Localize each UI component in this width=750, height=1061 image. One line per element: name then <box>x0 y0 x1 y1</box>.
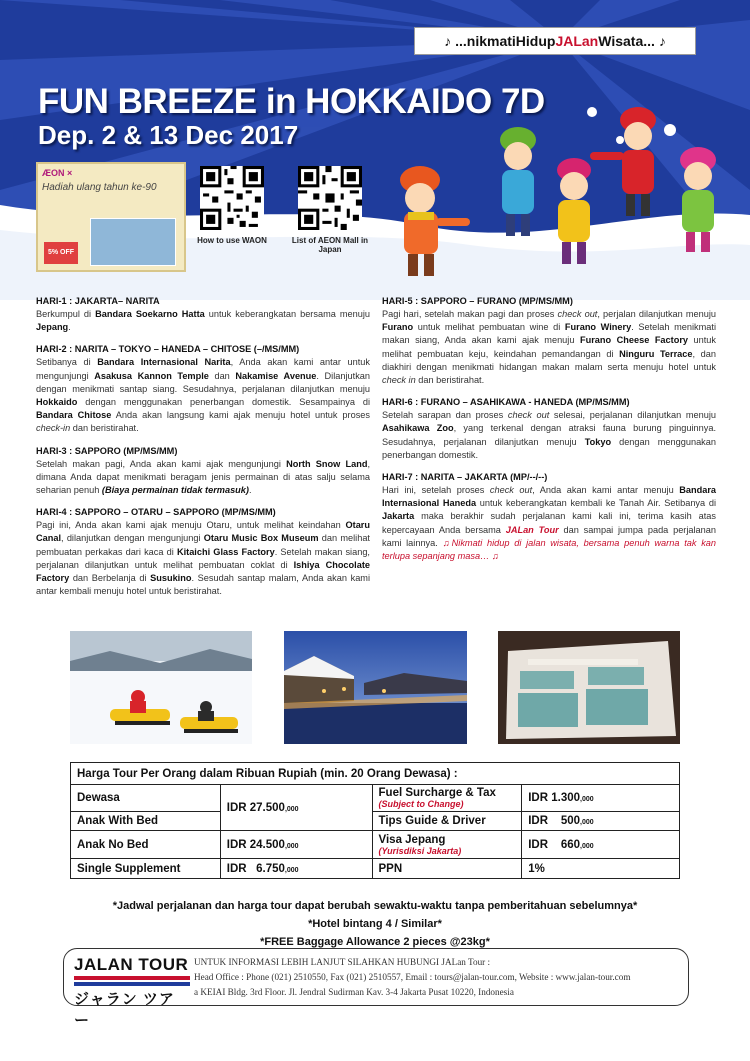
rich-text-segment: Bandara Internasional Narita <box>97 357 231 368</box>
itinerary-day <box>36 445 370 498</box>
rich-text-segment: Bandara Chitose <box>36 410 112 421</box>
rich-text-segment: Kitaichi Glass Factory <box>176 546 275 557</box>
coupon-brand: ÆON × <box>42 168 73 178</box>
rich-text-segment: Tokyo <box>584 436 612 447</box>
day-body: Setibanya di Bandara Internasional Narita, Anda akan kami antar untuk mengunjungi Asakusa Kannon Temple dan Nakamise Avenue. Dilanjutkan dengan menikmati santap siang. Sesudahnya, perjalanan dilanjutkan menuju Hokkaido dengan menggunakan penerbangan domestik. Sesampainya di Bandara Chitose Anda akan langsung kami ajak menuju hotel untuk proses check-in dan beristirahat. <box>36 357 371 434</box>
logo-text-en: JALAN TOUR <box>74 955 189 974</box>
itinerary-left-column <box>36 295 370 607</box>
price-notes <box>70 897 680 951</box>
day-title: HARI-4 : SAPPORO – OTARU – SAPPORO (MP/MS/MM) <box>36 507 276 518</box>
header-banner <box>0 0 750 300</box>
coupon-headline: Hadiah ulang tahun ke-90 <box>42 182 157 193</box>
extra-cost-label: Fuel Surcharge & Tax (Subject to Change) <box>372 785 522 812</box>
rich-text-segment: Jakarta <box>382 511 415 522</box>
rich-text-segment: Ninguru Terrace <box>619 348 693 359</box>
rich-text-segment: Ishiya Chocolate Factory <box>36 559 370 584</box>
day-body: Setelah makan pagi, Anda akan kami ajak mengunjungi North Snow Land, dimana Anda dapat menikmati beragam jenis permainan di atas salju selama seharian penuh (Biaya permainan tidak termasuk). <box>36 458 370 496</box>
kids-illustration <box>370 100 750 300</box>
itinerary-day <box>382 471 716 563</box>
rich-text-segment: Bandara Soekarno Hatta <box>95 309 205 319</box>
day-title: HARI-5 : SAPPORO – FURANO (MP/MS/MM) <box>382 296 573 306</box>
logo-red-bar <box>74 976 190 980</box>
price-row-label: Anak With Bed <box>71 812 221 831</box>
itinerary-day <box>382 295 716 387</box>
rich-text-segment: Furano <box>382 322 414 333</box>
contact-line: a KEIAI Bldg. 3rd Floor. Jl. Jendral Sudirman Kav. 3-4 Jakarta Pusat 10220, Indonesia <box>194 987 514 997</box>
extra-cost-label: PPN <box>372 859 522 879</box>
qr-code-aeon-mall[interactable] <box>298 166 362 230</box>
rich-text-segment: Susukino <box>150 573 192 584</box>
tagline-prefix: ...nikmatiHidup <box>455 33 556 49</box>
rich-text-segment: Furano Cheese Factory <box>579 335 689 346</box>
contact-line: UNTUK INFORMASI LEBIH LANJUT SILAHKAN HUBUNGI JALan Tour : <box>194 957 491 967</box>
itinerary-day <box>36 295 370 334</box>
price-table <box>70 762 680 879</box>
note-line: *Jadwal perjalanan dan harga tour dapat berubah sewaktu-waktu tanpa pemberitahuan sebelumnya* <box>112 900 638 912</box>
rich-text-segment: check out <box>507 410 550 421</box>
day-title: HARI-2 : NARITA – TOKYO – HANEDA – CHITOSE (–/MS/MM) <box>36 344 300 355</box>
rich-text-segment: check out <box>557 309 598 319</box>
rich-text-segment: check-in <box>36 423 71 434</box>
logo-text-jp: ジャラン ツアー <box>74 991 175 1029</box>
photo-otaru-canal <box>284 631 467 744</box>
rich-text-segment: Nakamise Avenue <box>235 370 317 381</box>
price-row-label: Dewasa <box>71 785 221 812</box>
coupon-picture <box>90 218 176 266</box>
rich-text-segment: Otaru Music Box Museum <box>203 533 319 544</box>
day-title: HARI-3 : SAPPORO (MP/MS/MM) <box>36 445 178 456</box>
day-body: Hari ini, setelah proses check out, Anda akan kami antar menuju Bandara Internasional Haneda untuk keberangkatan kembali ke Tanah Air. Setibanya di Jakarta maka berakhir sudah perjalanan kami kali ini, terima kasih atas kepercayaan Anda bersama JALan Tour dan sampai jumpa pada perjalanan kami lainnya. ♫Nikmati hidup di jalan wisata, bersama penuh warna tak kan terlupa sepanjang masa… ♫ <box>382 485 717 562</box>
rich-text-segment: Hokkaido <box>36 397 78 408</box>
rich-text-segment: JALan Tour <box>505 524 559 535</box>
rich-text-segment: Otaru Canal <box>36 520 370 544</box>
tagline-jal: JALan <box>555 33 599 49</box>
extra-cost-value: 1% <box>522 859 680 879</box>
coupon-badge: 5% OFF <box>44 242 78 264</box>
rich-text-segment: (Biaya permainan tidak termasuk) <box>101 485 249 496</box>
extra-cost-label: Tips Guide & Driver <box>372 812 522 831</box>
music-note-icon: ♪ <box>658 33 666 49</box>
day-title: HARI-7 : NARITA – JAKARTA (MP/--/--) <box>382 472 548 483</box>
extra-cost-label: Visa Jepang (Yurisdiksi Jakarta) <box>372 831 522 859</box>
price-value: IDR 24.500,000 <box>220 831 372 859</box>
itinerary-day <box>36 343 370 435</box>
note-line: *Hotel bintang 4 / Similar* <box>308 918 442 930</box>
contact-footer <box>63 948 689 1029</box>
qr-caption-aeon-mall: List of AEON Mall in Japan <box>291 236 369 254</box>
tagline-box <box>414 27 696 55</box>
price-row-label: Anak No Bed <box>71 831 221 859</box>
departure-dates: Dep. 2 & 13 Dec 2017 <box>38 120 299 150</box>
music-note-icon: ♪ <box>444 33 452 49</box>
qr-code-waon[interactable] <box>200 166 264 230</box>
contact-info <box>194 955 684 1000</box>
rich-text-segment: Asakusa Kannon Temple <box>94 370 209 381</box>
qr-caption-waon: How to use WAON <box>197 236 267 245</box>
day-title: HARI-1 : JAKARTA– NARITA <box>36 296 160 306</box>
day-title: HARI-6 : FURANO – ASAHIKAWA - HANEDA (MP/MS/MM) <box>382 397 630 408</box>
rich-text-segment: Asahikawa Zoo <box>382 423 454 434</box>
tagline-suffix: Wisata... <box>598 33 655 49</box>
note-line: *FREE Baggage Allowance 2 pieces @23kg* <box>260 936 490 948</box>
price-table-heading: Harga Tour Per Orang dalam Ribuan Rupiah (min. 20 Orang Dewasa) : <box>71 763 680 785</box>
rich-text-segment: check in <box>382 375 416 386</box>
day-body: Pagi hari, setelah makan pagi dan proses check out, perjalan dilanjutkan menuju Furano untuk melihat pembuatan wine di Furano Winery. Setelah menikmati makan siang, Anda akan kami ajak menuju Furano Cheese Factory untuk melihat pembuatan keju, keindahan pemandangan di Ninguru Terrace, dan diakhiri dengan menikmati hidangan makan malam serta menuju hotel untuk check in dan beristirahat. <box>382 309 717 386</box>
rich-text-segment: Furano Winery <box>564 322 632 333</box>
contact-line: Head Office : Phone (021) 2510550, Fax (021) 2510557, Email : tours@jalan-tour.com, Website : www.jalan-tour.com <box>194 972 631 982</box>
day-body: Setelah sarapan dan proses check out selesai, perjalanan dilanjutkan menuju Asahikawa Zoo, yang terkenal dengan atraksi fauna burung pinguinnya. Sesudahnya, perjalanan dilanjutkan menuju Tokyo dengan menggunakan penerbangan domestik. <box>382 410 716 460</box>
rich-text-segment: North Snow Land <box>286 458 368 469</box>
extra-cost-value: IDR 500,000 <box>522 812 680 831</box>
logo-blue-bar <box>74 982 190 986</box>
jalan-tour-logo <box>74 955 190 1030</box>
itinerary-right-column <box>382 295 716 572</box>
price-row-label: Single Supplement <box>71 859 221 879</box>
rich-text-segment: Bandara Internasional Haneda <box>382 485 716 509</box>
extra-cost-value: IDR 660,000 <box>522 831 680 859</box>
price-value: IDR 27.500,000 <box>220 785 372 831</box>
price-value: IDR 6.750,000 <box>220 859 372 879</box>
aeon-coupon-image <box>36 162 186 272</box>
photo-snowmobile <box>70 631 252 744</box>
itinerary-day <box>382 396 716 462</box>
day-body: Berkumpul di Bandara Soekarno Hatta untuk keberangkatan bersama menuju Jepang. <box>36 309 370 333</box>
closing-line: ♫Nikmati hidup di jalan wisata, bersama penuh warna tak kan terlupa sepanjang masa… ♫ <box>382 537 717 562</box>
rich-text-segment: Jepang <box>36 322 69 333</box>
itinerary-day <box>36 506 370 598</box>
page-title: FUN BREEZE in HOKKAIDO 7D <box>38 82 545 121</box>
photo-chocolate-box <box>498 631 680 744</box>
extra-cost-value: IDR 1.300,000 <box>522 785 680 812</box>
day-body: Pagi ini, Anda akan kami ajak menuju Otaru, untuk melihat keindahan Otaru Canal, dilanjutkan dengan mengunjungi Otaru Music Box Museum dan melihat pembuatan perkakas dari kaca di Kitaichi Glass Factory. Setelah makan siang, perjalanan dilanjutkan untuk melihat pembuatan coklat di Ishiya Chocolate Factory dan Berbelanja di Susukino. Sesudah santap malam, Anda akan kami antar kembali menuju hotel untuk beristirahat. <box>36 520 370 597</box>
rich-text-segment: check out <box>489 485 533 496</box>
